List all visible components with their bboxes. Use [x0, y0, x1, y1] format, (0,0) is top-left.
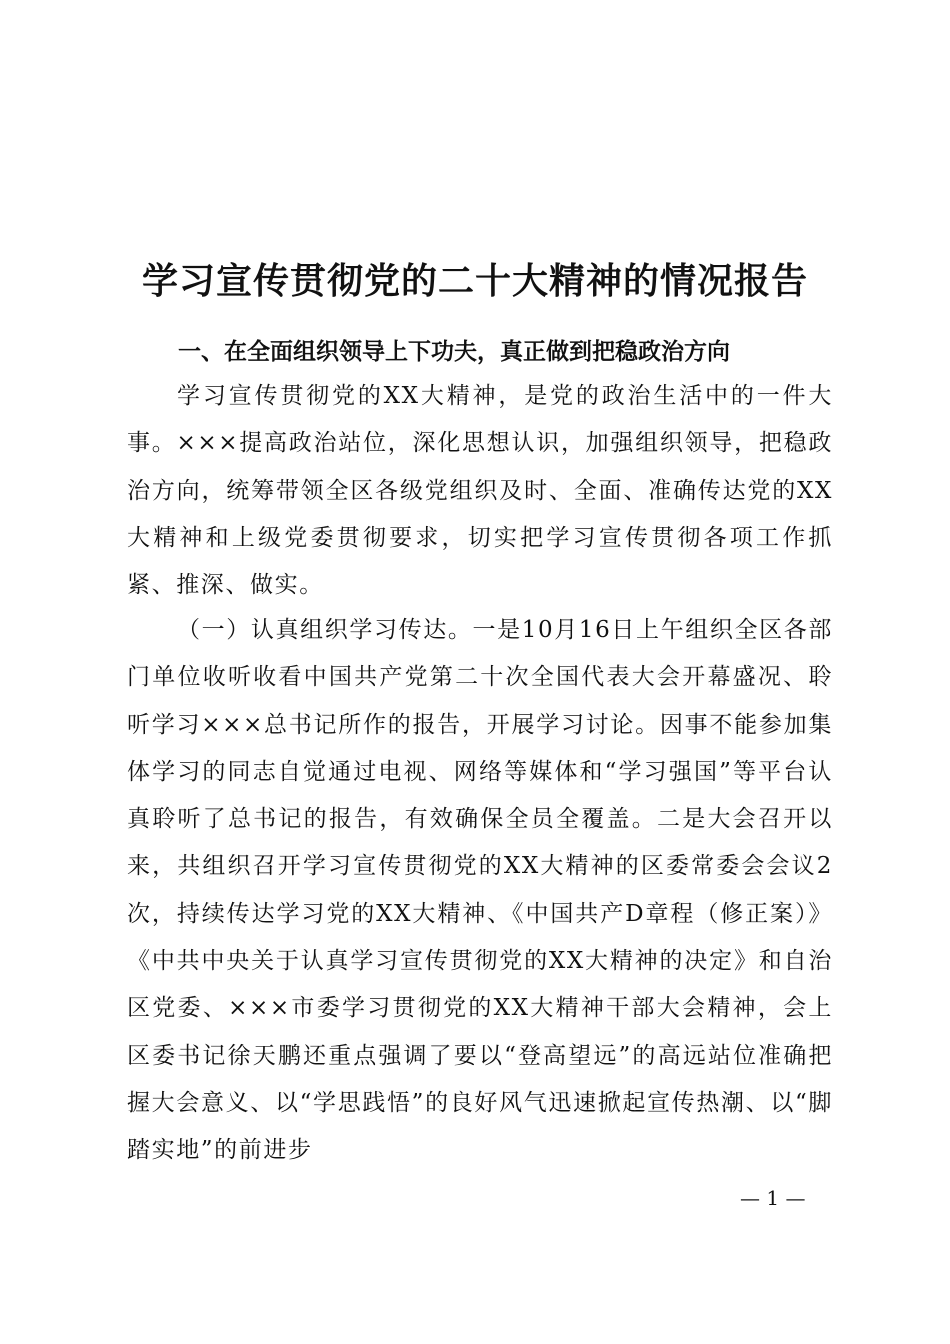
page-number: — 1 —: [740, 1186, 806, 1210]
body-paragraph: （一）认真组织学习传达。一是10月16日上午组织全区各部门单位收听收看中国共产党第二十次全国代表大会开幕盛况、聆听学习×××总书记所作的报告，开展学习讨论。因事不能参加集体学习的同志自觉通过电视、网络等媒体和“学习强国”等平台认真聆听了总书记的报告，有效确保全员全覆盖。二是大会召开以来，共组织召开学习宣传贯彻党的XX大精神的区委常委会会议2次，持续传达学习党的XX大精神、《中国共产D章程（修正案）》《中共中央关于认真学习宣传贯彻党的XX大精神的决定》和自治区党委、×××市委学习贯彻党的XX大精神干部大会精神，会上区委书记徐天鹏还重点强调了要以“登高望远”的高远站位准确把握大会意义、以“学思践悟”的良好风气迅速掀起宣传热潮、以“脚踏实地”的前进步: [127, 617, 833, 1164]
section-heading: 一、在全面组织领导上下功夫，真正做到把稳政治方向: [178, 339, 730, 365]
body-paragraph: 学习宣传贯彻党的XX大精神，是党的政治生活中的一件大事。×××提高政治站位，深化思想认识，加强组织领导，把稳政治方向，统筹带领全区各级党组织及时、全面、准确传达党的XX大精神和上级党委贯彻要求，切实把学习宣传贯彻各项工作抓紧、推深、做实。: [127, 383, 833, 599]
page-title: 学习宣传贯彻党的二十大精神的情况报告: [141, 260, 808, 303]
